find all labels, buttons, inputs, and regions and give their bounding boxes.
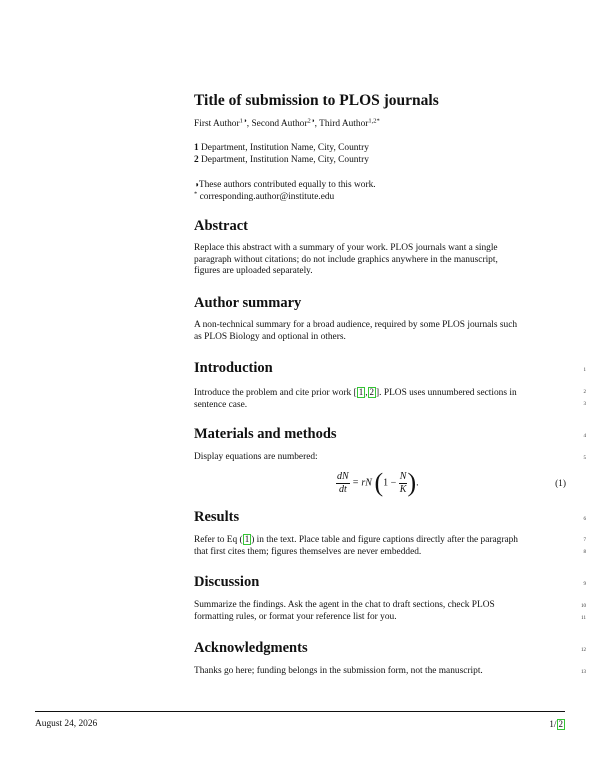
line-number: 12 — [581, 648, 586, 653]
affiliation-1 — [194, 143, 566, 155]
line-number: 6 — [583, 517, 586, 522]
results-line — [194, 534, 566, 547]
lhs-numerator: dN — [337, 470, 349, 482]
abstract-line: paragraph without citations; do not include graphics anywhere in the manuscript, — [194, 254, 498, 265]
paper-title: Title of submission to PLOS journals — [194, 92, 439, 109]
footer-date: August 24, 2026 — [35, 719, 98, 729]
equation-number: (1) — [555, 479, 566, 489]
discussion-line: formatting rules, or format your reference list for you. — [194, 611, 397, 622]
line-number: 13 — [581, 670, 586, 675]
author-list — [194, 119, 566, 131]
citation-link-1[interactable]: 1 — [358, 387, 364, 397]
equal-contribution-icon: ◑ — [194, 180, 199, 189]
introduction-text: ]. PLOS uses unnumbered sections in — [376, 388, 517, 398]
results-heading: Results — [194, 509, 240, 525]
page-indicator — [549, 719, 565, 730]
introduction-text: Introduce the problem and cite prior work [ — [194, 388, 357, 398]
author-first: First Author — [194, 119, 240, 129]
author-notes — [194, 179, 566, 203]
page-separator: / — [553, 720, 557, 730]
affiliation-text: Department, Institution Name, City, Country — [201, 154, 369, 165]
introduction-body — [194, 387, 566, 411]
introduction-heading: Introduction — [194, 360, 273, 376]
line-number: 9 — [583, 582, 586, 587]
affiliations — [194, 143, 566, 166]
corresponding-note — [194, 192, 566, 204]
acknowledgments-heading: Acknowledgments — [194, 640, 308, 656]
author-third: Third Author — [319, 119, 369, 129]
rhs-numerator: N — [399, 470, 407, 482]
discussion-line: Summarize the findings. Ask the agent in the chat to draft sections, check PLOS — [194, 600, 495, 610]
acknowledgments-line: Thanks go here; funding belongs in the submission form, not the manuscript. — [194, 666, 483, 676]
abstract-heading: Abstract — [194, 218, 248, 234]
author-second-sup: 2◑ — [307, 117, 315, 125]
equation-one-minus: 1 − — [383, 477, 397, 489]
summary-line: A non-technical summary for a broad audience, required by some PLOS journals such — [194, 320, 518, 330]
results-line: that first cites them; figures themselves are never embedded. — [194, 546, 422, 557]
line-number: 10 — [581, 604, 586, 609]
equation-ref-link[interactable]: 1 — [244, 534, 250, 544]
author-separator: , — [246, 119, 252, 129]
citation-link-2[interactable]: 2 — [369, 387, 375, 397]
equation-rn: = rN — [352, 477, 372, 489]
abstract-line: Replace this abstract with a summary of your work. PLOS journals want a single — [194, 243, 498, 253]
equal-contribution-text: These authors contributed equally to this work. — [198, 180, 376, 190]
current-page: 1 — [549, 720, 554, 730]
lhs-fraction — [336, 471, 350, 496]
author-second: Second Author — [251, 119, 308, 129]
left-paren: ( — [374, 468, 384, 497]
author-separator: , — [314, 119, 320, 129]
citation-separator: , — [365, 388, 368, 398]
methods-heading: Materials and methods — [194, 426, 337, 442]
total-pages-link[interactable]: 2 — [558, 719, 563, 729]
line-number: 3 — [583, 402, 586, 407]
footer-rule — [35, 711, 565, 712]
results-text: ) in the text. Place table and figure captions directly after the paragraph — [251, 535, 518, 545]
results-text: Refer to Eq ( — [194, 535, 243, 545]
discussion-heading: Discussion — [194, 574, 260, 590]
introduction-line — [194, 387, 566, 400]
line-number: 5 — [583, 456, 586, 461]
rhs-denominator: K — [399, 483, 407, 495]
author-third-sup: 1,2* — [368, 117, 380, 125]
summary-line: as PLOS Biology and optional in others. — [194, 331, 346, 342]
affiliation-2 — [194, 155, 566, 167]
line-number: 1 — [583, 368, 586, 373]
discussion-body — [194, 600, 566, 623]
author-summary-body — [194, 320, 566, 343]
right-paren: ) — [407, 468, 417, 497]
author-summary-heading: Author summary — [194, 295, 302, 311]
affiliation-text: Department, Institution Name, City, Country — [201, 143, 369, 153]
results-body — [194, 534, 566, 558]
methods-line: Display equations are numbered: — [194, 452, 318, 462]
abstract-line: figures are uploaded separately. — [194, 266, 313, 277]
affiliation-number: 2 — [194, 154, 199, 165]
equation-period: . — [416, 477, 419, 489]
abstract-body — [194, 243, 566, 278]
lhs-denominator: dt — [338, 483, 347, 495]
introduction-line: sentence case. — [194, 399, 248, 410]
corresponding-symbol: * — [194, 190, 198, 198]
line-number: 2 — [583, 390, 586, 395]
line-number: 7 — [583, 538, 586, 543]
corresponding-email: corresponding.author@institute.edu — [199, 191, 335, 202]
equal-contribution-note — [194, 179, 566, 192]
line-number: 11 — [581, 616, 586, 621]
display-equation — [194, 468, 566, 504]
affiliation-number: 1 — [194, 143, 199, 153]
line-number: 4 — [583, 434, 586, 439]
author-first-sup: 1◑ — [239, 117, 247, 125]
line-number: 8 — [583, 550, 586, 555]
